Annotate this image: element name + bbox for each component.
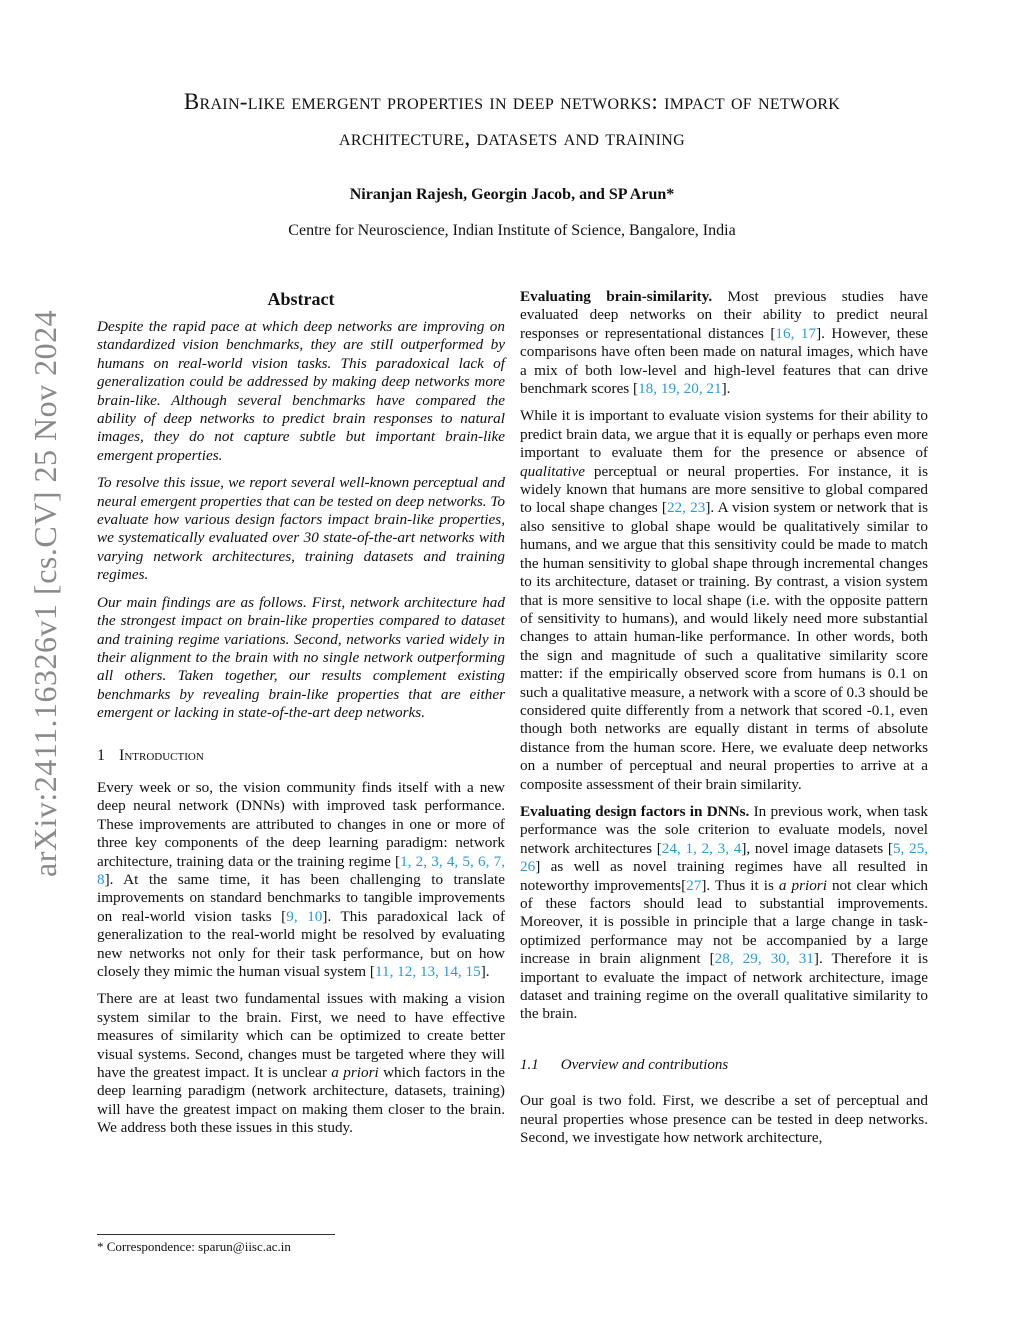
citation-link[interactable]: 24, 1, 2, 3, 4 (661, 839, 742, 857)
title-line-2: architecture, datasets and training (339, 125, 685, 150)
citation-link[interactable]: 16, 17 (775, 324, 817, 342)
citation-link[interactable]: 18, 19, 20, 21 (638, 380, 722, 398)
abstract-paragraph-1: Despite the rapid pace at which deep networks are improving on standardized vision benchmarks, they are still outperformed by humans on real-world vision tasks. This paradoxical lack of generalization could be addressed by making deep networks more brain-like. Although several benchmarks have compared the ability of deep networks to predict brain responses to natural images, they do not capture subtle but important brain-like emergent properties. (97, 318, 505, 464)
abstract-paragraph-2: To resolve this issue, we report several well-known perceptual and neural emergent properties that can be tested on deep networks. To evaluate how various design factors impact brain-like properties, we systematically evaluated over 30 state-of-the-art networks with varying network architectures, training datasets and training regimes. (97, 474, 505, 584)
section-title: Introduction (119, 746, 204, 764)
intro-paragraph-1: Every week or so, the vision community finds itself with a new deep neural network (DNNs) with improved task performance. These improvements are attributed to changes in one or more of three key components of the deep learning paradigm: network architecture, training data or the training regime [1, 2, 3, 4, 5, 6, 7, 8]. At the same time, it has been challenging to translate improvements on standard benchmarks to tangible improvements on real-world vision tasks [9, 10]. This paradoxical lack of generalization to the real-world might be resolved by evaluating new networks not only for their task performance, but on how closely they mimic the human visual system [11, 12, 13, 14, 15]. (97, 778, 505, 980)
citation-link[interactable]: 28, 29, 30, 31 (714, 950, 814, 968)
citation-link[interactable]: 1, 2, 3, 4, 5, 6, 7, 8 (97, 852, 505, 888)
evaluating-brain-similarity-paragraph: Evaluating brain-similarity. Most previous studies have evaluated deep networks on their ability to predict neural responses or representational distances [16, 17]. However, these comparisons have often been made on natural images, which have a mix of both low-level and high-level features that can drive benchmark scores [18, 19, 20, 21]. (520, 288, 928, 398)
paper-title (80, 84, 944, 156)
footnote-divider (97, 1234, 335, 1235)
abstract-paragraph-3: Our main findings are as follows. First, network architecture had the strongest impact on brain-like properties compared to dataset and training regime variations. Second, networks varied widely in their alignment to the brain with no single network outperforming all others. Taken together, our results complement existing benchmarks by revealing brain-like properties that are either emergent or lacking in state-of-the-art deep networks. (97, 593, 505, 722)
runin-heading: Evaluating design factors in DNNs. (520, 802, 750, 820)
subsection-number: 1.1 (520, 1056, 539, 1073)
citation-link[interactable]: 27 (686, 876, 702, 894)
citation-link[interactable]: 5, 25, 26 (520, 839, 929, 876)
author-list: Niranjan Rajesh, Georgin Jacob, and SP Arun* (349, 186, 675, 203)
subsection-heading-overview (520, 1056, 928, 1074)
subsection-title: Overview and contributions (560, 1056, 729, 1073)
section-heading-introduction (97, 747, 505, 765)
overview-paragraph: Our goal is two fold. First, we describe a set of perceptual and neural properties whose presence can be tested in deep networks. Second, we investigate how network architecture, (520, 1092, 928, 1147)
citation-link[interactable]: 11, 12, 13, 14, 15 (374, 963, 481, 980)
right-column (520, 288, 928, 1156)
arxiv-sidebar-stamp: arXiv:2411.16326v1 [cs.CV] 25 Nov 2024 (27, 309, 63, 877)
affiliation: Centre for Neuroscience, Indian Institute of Science, Bangalore, India (288, 222, 736, 239)
left-column (97, 288, 505, 1147)
qualitative-properties-paragraph: While it is important to evaluate vision systems for their ability to predict brain data, we argue that it is equally or perhaps even more important to evaluate them for the presence or absence of qualitative perceptual or neural properties. For instance, it is widely known that humans are more sensitive to global compared to local shape changes [22, 23]. A vision system or network that is also sensitive to global shape would be qualitatively similar to humans, and we argue that this sensitivity could be made to match the human sensitivity to global shape through incremental changes to its architecture, dataset or training. By contrast, a vision system that is more sensitive to local shape (i.e. with the opposite pattern of sensitivity to humans), and would likely need more substantial changes to attain human-like performance. In other words, both the sign and magnitude of such a qualitative similarity score matter: if the empirically observed score from humans is 0.1 on such a qualitative measure, a network with a score of 0.3 should be considered quite differently from a network that scored -0.1, even though both networks are equally distant in terms of absolute distance from the human score. Here, we evaluate deep networks on a number of perceptual and neural properties to arrive at a composite assessment of their brain similarity. (520, 407, 928, 793)
footnote-correspondence: * Correspondence: sparun@iisc.ac.in (97, 1239, 291, 1254)
section-number: 1 (97, 746, 105, 764)
abstract-heading: Abstract (267, 289, 335, 309)
citation-link[interactable]: 9, 10 (286, 907, 323, 925)
citation-link[interactable]: 22, 23 (666, 499, 706, 517)
title-line-1: Brain-like emergent properties in deep networks: impact of network (183, 89, 841, 114)
design-factors-paragraph: Evaluating design factors in DNNs. In previous work, when task performance was the sole criterion to evaluate models, novel network architectures [24, 1, 2, 3, 4], novel image datasets [5, 25, 26] as well as novel training regimes have all resulted in noteworthy improvements[27]. Thus it is a priori not clear which of these factors should lead to substantial improvements. Moreover, it is possible in principle that a large change in task-optimized performance may not be accompanied by a large increase in brain alignment [28, 29, 30, 31]. Therefore it is important to evaluate the impact of network architecture, image dataset and training regime on the overall qualitative similarity to the brain. (520, 802, 929, 1023)
intro-paragraph-2: There are at least two fundamental issues with making a vision system similar to the brain. First, we need to have effective measures of similarity which can be optimized to create better visual systems. Second, changes must be targeted where they will have the greatest impact. It is unclear a priori which factors in the deep learning paradigm (network architecture, datasets, training) will have the greatest impact on making them closer to the brain. We address both these issues in this study. (97, 990, 505, 1137)
runin-heading: Evaluating brain-similarity. (520, 288, 713, 305)
